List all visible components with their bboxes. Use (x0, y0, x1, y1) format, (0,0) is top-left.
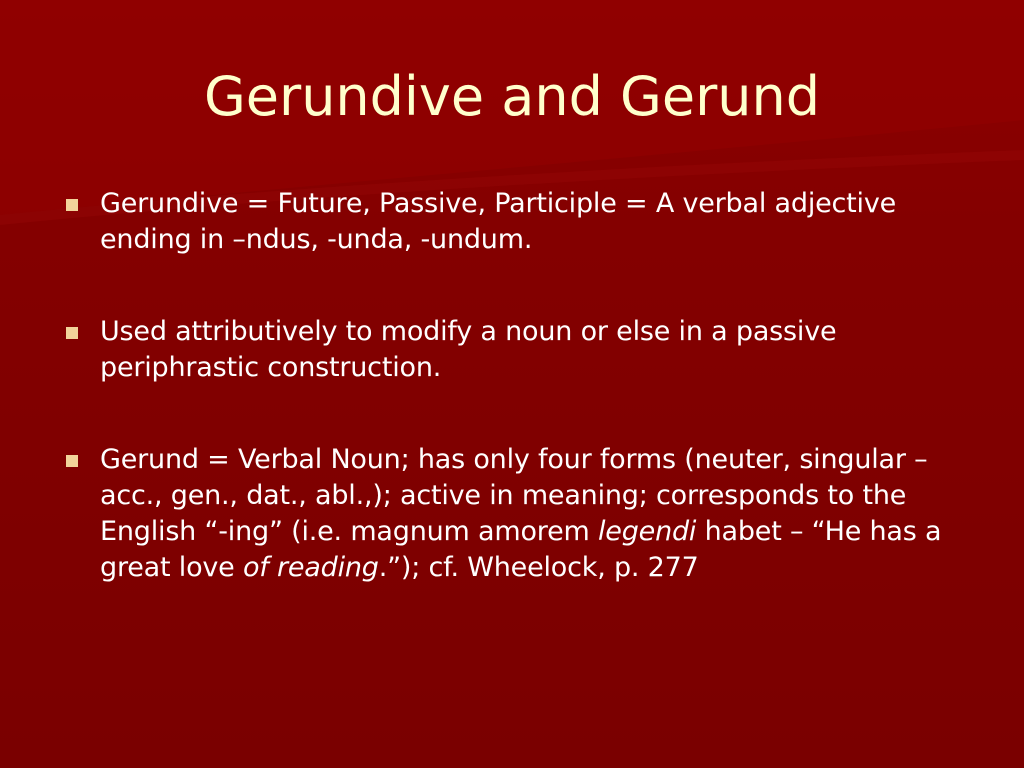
italic-latin-word: legendi (598, 516, 697, 547)
bullet-text (100, 444, 941, 583)
bullet-item-gerundive (62, 186, 962, 258)
italic-english-phrase: of reading (242, 552, 379, 583)
bullet-text: Used attributively to modify a noun or else in a passive periphrastic construction. (100, 316, 837, 383)
bullet-list (62, 186, 962, 586)
square-bullet-icon (66, 199, 78, 211)
bullet-item-attributive (62, 314, 962, 386)
bullet-text-part: .”); cf. Wheelock, p. 277 (378, 552, 699, 583)
bullet-text-part: Gerund = Verbal Noun; has only four forms (neuter, singular – acc., gen., dat., abl.,); active in meaning; corresponds to the English “-ing” (i.e. magnum amorem (100, 444, 928, 547)
bullet-text-part: habet – “He has a great love (100, 516, 942, 583)
bullet-item-gerund (62, 442, 962, 586)
square-bullet-icon (66, 455, 78, 467)
square-bullet-icon (66, 327, 78, 339)
slide-title: Gerundive and Gerund (203, 65, 821, 128)
bullet-text: Gerundive = Future, Passive, Participle = A verbal adjective ending in –ndus, -unda, -undum. (100, 188, 897, 255)
